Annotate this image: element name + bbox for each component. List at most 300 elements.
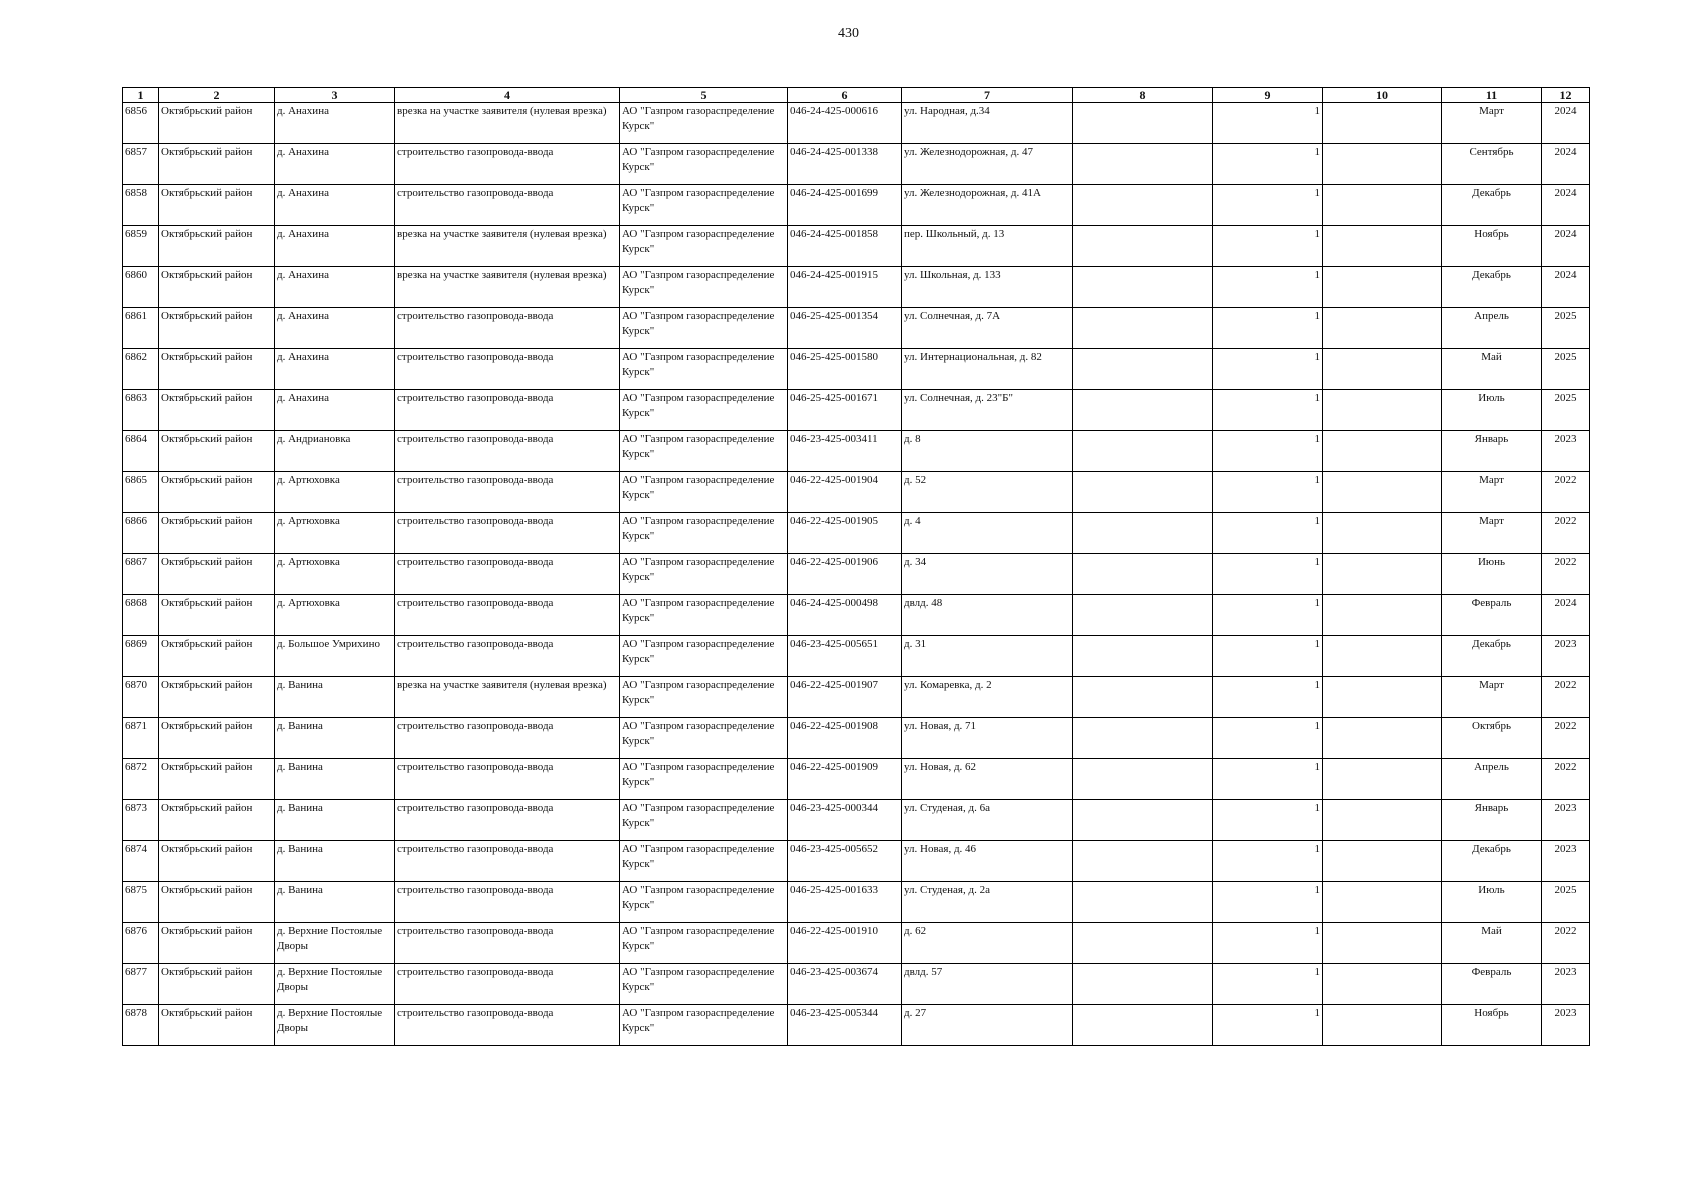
organization-cell: АО "Газпром газораспределение Курск" (620, 964, 788, 1005)
organization-cell: АО "Газпром газораспределение Курск" (620, 677, 788, 718)
year-cell: 2023 (1542, 636, 1590, 677)
organization-cell: АО "Газпром газораспределение Курск" (620, 349, 788, 390)
district-cell: Октябрьский район (159, 718, 275, 759)
application-code-cell: 046-24-425-001699 (788, 185, 902, 226)
month-cell: Март (1442, 472, 1542, 513)
quantity-cell: 1 (1213, 882, 1323, 923)
application-code-cell: 046-25-425-001633 (788, 882, 902, 923)
column-header-1: 1 (123, 88, 159, 103)
application-code-cell: 046-22-425-001909 (788, 759, 902, 800)
month-cell: Май (1442, 349, 1542, 390)
organization-cell: АО "Газпром газораспределение Курск" (620, 472, 788, 513)
application-code-cell: 046-24-425-000498 (788, 595, 902, 636)
month-cell: Июнь (1442, 554, 1542, 595)
settlement-cell: д. Андриановка (275, 431, 395, 472)
work-type-cell: строительство газопровода-ввода (395, 390, 620, 431)
work-type-cell: врезка на участке заявителя (нулевая врезка) (395, 103, 620, 144)
application-code-cell: 046-23-425-005651 (788, 636, 902, 677)
column-10-cell (1323, 390, 1442, 431)
month-cell: Апрель (1442, 308, 1542, 349)
month-cell: Декабрь (1442, 841, 1542, 882)
address-cell: ул. Школьная, д. 133 (902, 267, 1073, 308)
month-cell: Ноябрь (1442, 1005, 1542, 1046)
work-type-cell: строительство газопровода-ввода (395, 759, 620, 800)
table-row (123, 595, 1590, 636)
year-cell: 2024 (1542, 103, 1590, 144)
district-cell: Октябрьский район (159, 923, 275, 964)
application-code-cell: 046-22-425-001910 (788, 923, 902, 964)
settlement-cell: д. Артюховка (275, 472, 395, 513)
quantity-cell: 1 (1213, 431, 1323, 472)
row-number: 6872 (123, 759, 159, 800)
table-row (123, 472, 1590, 513)
column-10-cell (1323, 103, 1442, 144)
table-row (123, 923, 1590, 964)
settlement-cell: д. Артюховка (275, 554, 395, 595)
month-cell: Декабрь (1442, 185, 1542, 226)
year-cell: 2024 (1542, 595, 1590, 636)
column-10-cell (1323, 1005, 1442, 1046)
work-type-cell: строительство газопровода-ввода (395, 636, 620, 677)
month-cell: Ноябрь (1442, 226, 1542, 267)
work-type-cell: строительство газопровода-ввода (395, 1005, 620, 1046)
address-cell: д. 27 (902, 1005, 1073, 1046)
quantity-cell: 1 (1213, 390, 1323, 431)
district-cell: Октябрьский район (159, 554, 275, 595)
application-code-cell: 046-23-425-005344 (788, 1005, 902, 1046)
district-cell: Октябрьский район (159, 472, 275, 513)
work-type-cell: строительство газопровода-ввода (395, 800, 620, 841)
settlement-cell: д. Ванина (275, 882, 395, 923)
column-8-cell (1073, 308, 1213, 349)
settlement-cell: д. Анахина (275, 308, 395, 349)
quantity-cell: 1 (1213, 759, 1323, 800)
quantity-cell: 1 (1213, 677, 1323, 718)
column-header-12: 12 (1542, 88, 1590, 103)
register-table (122, 87, 1590, 1046)
organization-cell: АО "Газпром газораспределение Курск" (620, 390, 788, 431)
year-cell: 2024 (1542, 185, 1590, 226)
month-cell: Декабрь (1442, 267, 1542, 308)
column-10-cell (1323, 964, 1442, 1005)
organization-cell: АО "Газпром газораспределение Курск" (620, 554, 788, 595)
column-8-cell (1073, 103, 1213, 144)
application-code-cell: 046-24-425-001915 (788, 267, 902, 308)
column-10-cell (1323, 267, 1442, 308)
address-cell: д. 52 (902, 472, 1073, 513)
organization-cell: АО "Газпром газораспределение Курск" (620, 513, 788, 554)
organization-cell: АО "Газпром газораспределение Курск" (620, 185, 788, 226)
row-number: 6861 (123, 308, 159, 349)
district-cell: Октябрьский район (159, 759, 275, 800)
application-code-cell: 046-24-425-001858 (788, 226, 902, 267)
work-type-cell: строительство газопровода-ввода (395, 185, 620, 226)
organization-cell: АО "Газпром газораспределение Курск" (620, 267, 788, 308)
column-8-cell (1073, 718, 1213, 759)
column-10-cell (1323, 882, 1442, 923)
month-cell: Февраль (1442, 964, 1542, 1005)
address-cell: ул. Комаревка, д. 2 (902, 677, 1073, 718)
row-number: 6870 (123, 677, 159, 718)
organization-cell: АО "Газпром газораспределение Курск" (620, 841, 788, 882)
table-body (123, 103, 1590, 1046)
table-row (123, 103, 1590, 144)
organization-cell: АО "Газпром газораспределение Курск" (620, 308, 788, 349)
work-type-cell: строительство газопровода-ввода (395, 349, 620, 390)
year-cell: 2022 (1542, 472, 1590, 513)
address-cell: ул. Солнечная, д. 7А (902, 308, 1073, 349)
row-number: 6860 (123, 267, 159, 308)
table-row (123, 841, 1590, 882)
work-type-cell: строительство газопровода-ввода (395, 882, 620, 923)
address-cell: ул. Студеная, д. 6а (902, 800, 1073, 841)
column-8-cell (1073, 226, 1213, 267)
column-10-cell (1323, 677, 1442, 718)
settlement-cell: д. Большое Умрихино (275, 636, 395, 677)
year-cell: 2022 (1542, 554, 1590, 595)
district-cell: Октябрьский район (159, 390, 275, 431)
work-type-cell: строительство газопровода-ввода (395, 923, 620, 964)
quantity-cell: 1 (1213, 349, 1323, 390)
organization-cell: АО "Газпром газораспределение Курск" (620, 595, 788, 636)
month-cell: Февраль (1442, 595, 1542, 636)
column-8-cell (1073, 841, 1213, 882)
column-10-cell (1323, 800, 1442, 841)
month-cell: Октябрь (1442, 718, 1542, 759)
address-cell: ул. Железнодорожная, д. 47 (902, 144, 1073, 185)
address-cell: ул. Солнечная, д. 23"Б" (902, 390, 1073, 431)
organization-cell: АО "Газпром газораспределение Курск" (620, 636, 788, 677)
work-type-cell: строительство газопровода-ввода (395, 964, 620, 1005)
row-number: 6867 (123, 554, 159, 595)
month-cell: Март (1442, 513, 1542, 554)
row-number: 6865 (123, 472, 159, 513)
table-row (123, 759, 1590, 800)
column-10-cell (1323, 144, 1442, 185)
table-row (123, 882, 1590, 923)
district-cell: Октябрьский район (159, 513, 275, 554)
column-8-cell (1073, 349, 1213, 390)
application-code-cell: 046-23-425-003411 (788, 431, 902, 472)
district-cell: Октябрьский район (159, 144, 275, 185)
address-cell: ул. Новая, д. 46 (902, 841, 1073, 882)
year-cell: 2022 (1542, 718, 1590, 759)
settlement-cell: д. Ванина (275, 759, 395, 800)
table-row (123, 390, 1590, 431)
year-cell: 2022 (1542, 759, 1590, 800)
quantity-cell: 1 (1213, 1005, 1323, 1046)
year-cell: 2025 (1542, 390, 1590, 431)
work-type-cell: строительство газопровода-ввода (395, 841, 620, 882)
work-type-cell: строительство газопровода-ввода (395, 513, 620, 554)
table-row (123, 964, 1590, 1005)
row-number: 6858 (123, 185, 159, 226)
application-code-cell: 046-25-425-001354 (788, 308, 902, 349)
settlement-cell: д. Анахина (275, 267, 395, 308)
row-number: 6868 (123, 595, 159, 636)
district-cell: Октябрьский район (159, 677, 275, 718)
quantity-cell: 1 (1213, 267, 1323, 308)
address-cell: ул. Интернациональная, д. 82 (902, 349, 1073, 390)
column-8-cell (1073, 595, 1213, 636)
row-number: 6875 (123, 882, 159, 923)
settlement-cell: д. Верхние Постоялые Дворы (275, 923, 395, 964)
address-cell: пер. Школьный, д. 13 (902, 226, 1073, 267)
application-code-cell: 046-23-425-000344 (788, 800, 902, 841)
column-header-3: 3 (275, 88, 395, 103)
table-row (123, 554, 1590, 595)
row-number: 6862 (123, 349, 159, 390)
row-number: 6859 (123, 226, 159, 267)
work-type-cell: строительство газопровода-ввода (395, 472, 620, 513)
month-cell: Декабрь (1442, 636, 1542, 677)
address-cell: ул. Новая, д. 71 (902, 718, 1073, 759)
month-cell: Январь (1442, 800, 1542, 841)
column-header-10: 10 (1323, 88, 1442, 103)
row-number: 6856 (123, 103, 159, 144)
column-8-cell (1073, 144, 1213, 185)
column-header-2: 2 (159, 88, 275, 103)
year-cell: 2024 (1542, 226, 1590, 267)
organization-cell: АО "Газпром газораспределение Курск" (620, 431, 788, 472)
year-cell: 2023 (1542, 800, 1590, 841)
column-8-cell (1073, 267, 1213, 308)
organization-cell: АО "Газпром газораспределение Курск" (620, 800, 788, 841)
column-8-cell (1073, 677, 1213, 718)
column-header-4: 4 (395, 88, 620, 103)
column-10-cell (1323, 636, 1442, 677)
quantity-cell: 1 (1213, 226, 1323, 267)
month-cell: Сентябрь (1442, 144, 1542, 185)
organization-cell: АО "Газпром газораспределение Курск" (620, 144, 788, 185)
application-code-cell: 046-23-425-003674 (788, 964, 902, 1005)
settlement-cell: д. Анахина (275, 185, 395, 226)
row-number: 6877 (123, 964, 159, 1005)
quantity-cell: 1 (1213, 923, 1323, 964)
quantity-cell: 1 (1213, 595, 1323, 636)
application-code-cell: 046-23-425-005652 (788, 841, 902, 882)
district-cell: Октябрьский район (159, 841, 275, 882)
column-10-cell (1323, 308, 1442, 349)
work-type-cell: строительство газопровода-ввода (395, 554, 620, 595)
table-row (123, 226, 1590, 267)
district-cell: Октябрьский район (159, 1005, 275, 1046)
address-cell: ул. Народная, д.34 (902, 103, 1073, 144)
table-row (123, 431, 1590, 472)
year-cell: 2022 (1542, 923, 1590, 964)
year-cell: 2023 (1542, 1005, 1590, 1046)
column-10-cell (1323, 226, 1442, 267)
organization-cell: АО "Газпром газораспределение Курск" (620, 923, 788, 964)
quantity-cell: 1 (1213, 144, 1323, 185)
row-number: 6874 (123, 841, 159, 882)
month-cell: Апрель (1442, 759, 1542, 800)
settlement-cell: д. Ванина (275, 800, 395, 841)
month-cell: Июль (1442, 882, 1542, 923)
work-type-cell: строительство газопровода-ввода (395, 308, 620, 349)
row-number: 6863 (123, 390, 159, 431)
year-cell: 2025 (1542, 349, 1590, 390)
district-cell: Октябрьский район (159, 800, 275, 841)
row-number: 6873 (123, 800, 159, 841)
row-number: 6864 (123, 431, 159, 472)
application-code-cell: 046-22-425-001906 (788, 554, 902, 595)
settlement-cell: д. Ванина (275, 677, 395, 718)
column-8-cell (1073, 390, 1213, 431)
year-cell: 2025 (1542, 882, 1590, 923)
quantity-cell: 1 (1213, 513, 1323, 554)
district-cell: Октябрьский район (159, 185, 275, 226)
year-cell: 2022 (1542, 677, 1590, 718)
year-cell: 2024 (1542, 267, 1590, 308)
work-type-cell: врезка на участке заявителя (нулевая врезка) (395, 677, 620, 718)
organization-cell: АО "Газпром газораспределение Курск" (620, 226, 788, 267)
address-cell: ул. Железнодорожная, д. 41А (902, 185, 1073, 226)
quantity-cell: 1 (1213, 800, 1323, 841)
quantity-cell: 1 (1213, 964, 1323, 1005)
settlement-cell: д. Анахина (275, 349, 395, 390)
table-row (123, 718, 1590, 759)
quantity-cell: 1 (1213, 554, 1323, 595)
address-cell: ул. Студеная, д. 2а (902, 882, 1073, 923)
table-row (123, 185, 1590, 226)
row-number: 6876 (123, 923, 159, 964)
organization-cell: АО "Газпром газораспределение Курск" (620, 718, 788, 759)
column-8-cell (1073, 923, 1213, 964)
work-type-cell: строительство газопровода-ввода (395, 718, 620, 759)
settlement-cell: д. Анахина (275, 390, 395, 431)
settlement-cell: д. Ванина (275, 841, 395, 882)
application-code-cell: 046-25-425-001671 (788, 390, 902, 431)
year-cell: 2023 (1542, 841, 1590, 882)
district-cell: Октябрьский район (159, 595, 275, 636)
column-10-cell (1323, 718, 1442, 759)
column-10-cell (1323, 595, 1442, 636)
table-row (123, 144, 1590, 185)
row-number: 6866 (123, 513, 159, 554)
settlement-cell: д. Артюховка (275, 595, 395, 636)
organization-cell: АО "Газпром газораспределение Курск" (620, 759, 788, 800)
work-type-cell: строительство газопровода-ввода (395, 595, 620, 636)
district-cell: Октябрьский район (159, 882, 275, 923)
settlement-cell: д. Анахина (275, 144, 395, 185)
quantity-cell: 1 (1213, 636, 1323, 677)
column-10-cell (1323, 472, 1442, 513)
column-8-cell (1073, 1005, 1213, 1046)
page-number: 430 (838, 26, 859, 41)
application-code-cell: 046-22-425-001907 (788, 677, 902, 718)
address-cell: д. 4 (902, 513, 1073, 554)
column-8-cell (1073, 472, 1213, 513)
month-cell: Май (1442, 923, 1542, 964)
column-10-cell (1323, 923, 1442, 964)
district-cell: Октябрьский район (159, 267, 275, 308)
settlement-cell: д. Анахина (275, 226, 395, 267)
year-cell: 2023 (1542, 431, 1590, 472)
settlement-cell: д. Артюховка (275, 513, 395, 554)
address-cell: д. 62 (902, 923, 1073, 964)
column-8-cell (1073, 185, 1213, 226)
column-10-cell (1323, 431, 1442, 472)
column-8-cell (1073, 759, 1213, 800)
quantity-cell: 1 (1213, 472, 1323, 513)
header-row (123, 88, 1590, 103)
column-8-cell (1073, 554, 1213, 595)
address-cell: ул. Новая, д. 62 (902, 759, 1073, 800)
settlement-cell: д. Верхние Постоялые Дворы (275, 964, 395, 1005)
column-8-cell (1073, 431, 1213, 472)
district-cell: Октябрьский район (159, 964, 275, 1005)
application-code-cell: 046-25-425-001580 (788, 349, 902, 390)
work-type-cell: врезка на участке заявителя (нулевая врезка) (395, 226, 620, 267)
column-8-cell (1073, 636, 1213, 677)
settlement-cell: д. Анахина (275, 103, 395, 144)
quantity-cell: 1 (1213, 185, 1323, 226)
year-cell: 2024 (1542, 144, 1590, 185)
application-code-cell: 046-22-425-001905 (788, 513, 902, 554)
table-row (123, 308, 1590, 349)
settlement-cell: д. Верхние Постоялые Дворы (275, 1005, 395, 1046)
address-cell: д. 34 (902, 554, 1073, 595)
column-header-8: 8 (1073, 88, 1213, 103)
month-cell: Январь (1442, 431, 1542, 472)
address-cell: двлд. 57 (902, 964, 1073, 1005)
district-cell: Октябрьский район (159, 349, 275, 390)
column-10-cell (1323, 554, 1442, 595)
application-code-cell: 046-22-425-001908 (788, 718, 902, 759)
organization-cell: АО "Газпром газораспределение Курск" (620, 882, 788, 923)
work-type-cell: строительство газопровода-ввода (395, 431, 620, 472)
district-cell: Октябрьский район (159, 226, 275, 267)
table-row (123, 800, 1590, 841)
column-8-cell (1073, 964, 1213, 1005)
table-row (123, 267, 1590, 308)
organization-cell: АО "Газпром газораспределение Курск" (620, 103, 788, 144)
column-header-7: 7 (902, 88, 1073, 103)
table-row (123, 677, 1590, 718)
work-type-cell: строительство газопровода-ввода (395, 144, 620, 185)
column-8-cell (1073, 800, 1213, 841)
month-cell: Март (1442, 103, 1542, 144)
district-cell: Октябрьский район (159, 431, 275, 472)
quantity-cell: 1 (1213, 718, 1323, 759)
month-cell: Июль (1442, 390, 1542, 431)
column-10-cell (1323, 513, 1442, 554)
address-cell: двлд. 48 (902, 595, 1073, 636)
application-code-cell: 046-24-425-000616 (788, 103, 902, 144)
table-row (123, 1005, 1590, 1046)
table-row (123, 513, 1590, 554)
organization-cell: АО "Газпром газораспределение Курск" (620, 1005, 788, 1046)
address-cell: д. 31 (902, 636, 1073, 677)
quantity-cell: 1 (1213, 308, 1323, 349)
quantity-cell: 1 (1213, 841, 1323, 882)
row-number: 6878 (123, 1005, 159, 1046)
column-header-11: 11 (1442, 88, 1542, 103)
district-cell: Октябрьский район (159, 308, 275, 349)
column-header-5: 5 (620, 88, 788, 103)
column-10-cell (1323, 349, 1442, 390)
application-code-cell: 046-22-425-001904 (788, 472, 902, 513)
district-cell: Октябрьский район (159, 103, 275, 144)
row-number: 6857 (123, 144, 159, 185)
year-cell: 2025 (1542, 308, 1590, 349)
column-10-cell (1323, 759, 1442, 800)
year-cell: 2023 (1542, 964, 1590, 1005)
column-10-cell (1323, 841, 1442, 882)
district-cell: Октябрьский район (159, 636, 275, 677)
year-cell: 2022 (1542, 513, 1590, 554)
